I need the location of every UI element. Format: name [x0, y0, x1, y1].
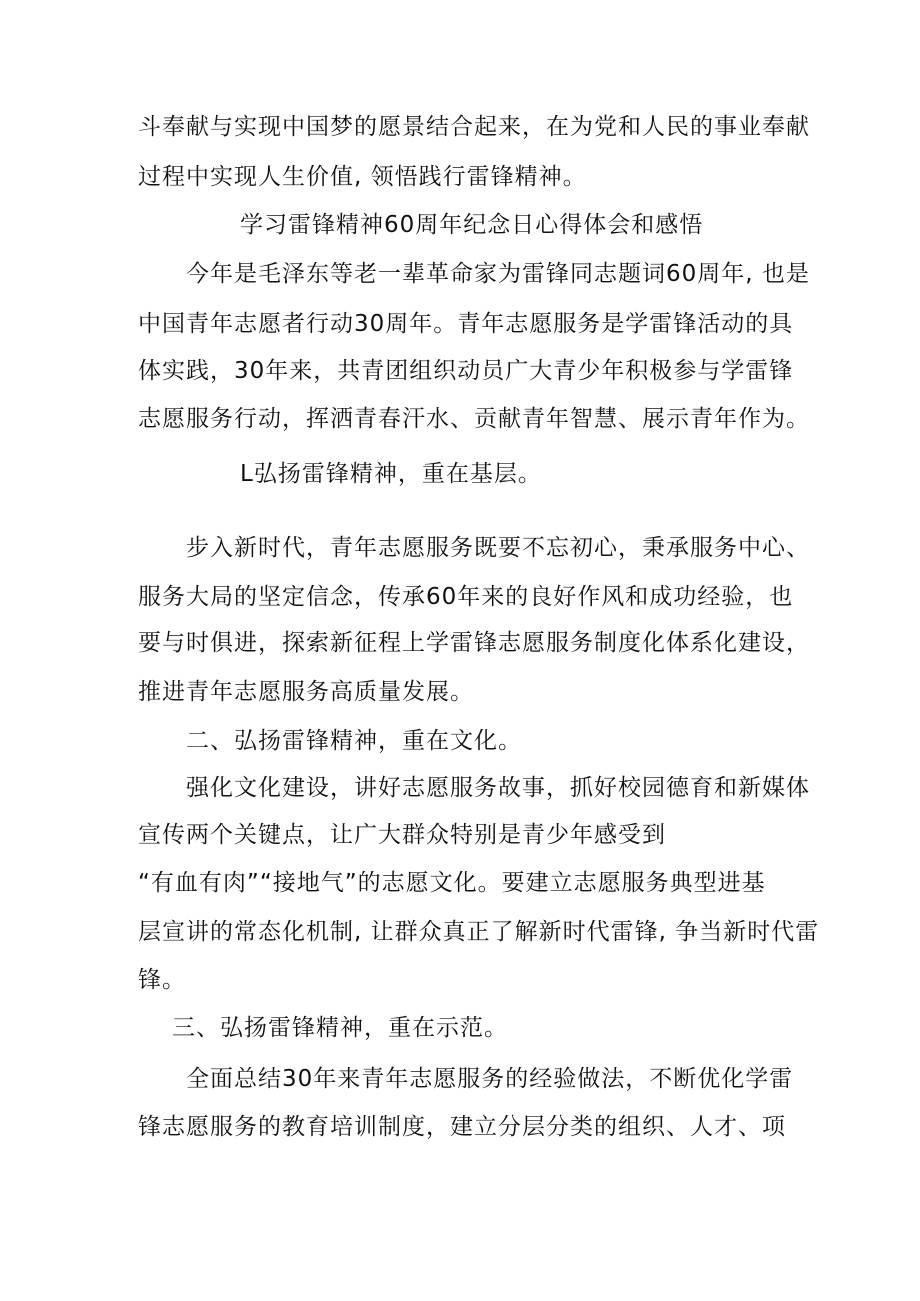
paragraph-line: 过程中实现人生价值, 领悟践行雷锋精神。 [138, 164, 587, 190]
paragraph-line: 强化文化建设，讲好志愿服务故事，抓好校园德育和新媒体 [186, 775, 810, 801]
paragraph-line: 体实践，30年来，共青团组织动员广大青少年积极参与学雷锋 [138, 358, 794, 384]
subheading: 三、弘扬雷锋精神，重在示范。 [172, 1015, 508, 1041]
paragraph-line: 锋。 [138, 967, 186, 993]
paragraph-line: 宣传两个关键点，让广大群众特别是青少年感受到 [138, 822, 666, 848]
section-title: 学习雷锋精神60周年纪念日心得体会和感悟 [240, 212, 704, 238]
subheading: 二、弘扬雷锋精神，重在文化。 [186, 728, 522, 754]
paragraph-line: 今年是毛泽东等老一辈革命家为雷锋同志题词60周年, 也是 [186, 261, 810, 287]
paragraph-line: “有血有肉”“接地气”的志愿文化。要建立志愿服务典型进基 [138, 870, 766, 896]
paragraph-line: 要与时俱进，探索新征程上学雷锋志愿服务制度化体系化建设， [138, 630, 810, 656]
paragraph-line: 志愿服务行动，挥洒青春汗水、贡献青年智慧、展示青年作为。 [138, 406, 810, 432]
paragraph-line: 服务大局的坚定信念，传承60年来的良好作风和成功经验，也 [138, 584, 794, 610]
paragraph-line: 中国青年志愿者行动30周年。青年志愿服务是学雷锋活动的具 [138, 311, 794, 337]
subheading: L弘扬雷锋精神，重在基层。 [240, 461, 542, 487]
paragraph-line: 步入新时代，青年志愿服务既要不忘初心，秉承服务中心、 [186, 535, 810, 561]
paragraph-line: 锋志愿服务的教育培训制度，建立分层分类的组织、人才、项 [138, 1114, 786, 1140]
paragraph-line: 层宣讲的常态化机制, 让群众真正了解新时代雷锋, 争当新时代雷 [138, 919, 820, 945]
paragraph-line: 斗奉献与实现中国梦的愿景结合起来，在为党和人民的事业奉献 [138, 114, 810, 140]
paragraph-line: 推进青年志愿服务高质量发展。 [138, 679, 474, 705]
paragraph-line: 全面总结30年来青年志愿服务的经验做法，不断优化学雷 [186, 1066, 794, 1092]
